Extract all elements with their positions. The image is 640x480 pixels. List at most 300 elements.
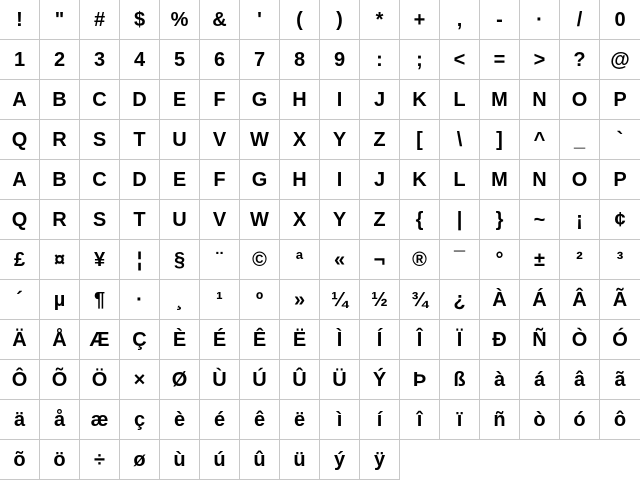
glyph-cell[interactable] — [160, 40, 200, 80]
glyph-cell[interactable] — [200, 280, 240, 320]
glyph-cell[interactable] — [480, 240, 520, 280]
glyph-cell[interactable] — [480, 120, 520, 160]
glyph-cell[interactable] — [200, 0, 240, 40]
glyph-cell[interactable] — [0, 240, 40, 280]
glyph-cell[interactable] — [0, 200, 40, 240]
glyph-cell[interactable] — [360, 0, 400, 40]
glyph-cell[interactable] — [120, 120, 160, 160]
glyph-cell[interactable] — [320, 440, 360, 480]
glyph-cell[interactable] — [240, 280, 280, 320]
glyph-cell[interactable] — [480, 320, 520, 360]
glyph-character: 8 — [293, 48, 306, 71]
glyph-cell[interactable] — [40, 400, 80, 440]
glyph-character: 1 — [13, 48, 26, 71]
glyph-cell[interactable] — [120, 40, 160, 80]
glyph-cell[interactable] — [600, 160, 640, 200]
glyph-character: Ä — [12, 328, 27, 351]
glyph-cell[interactable] — [160, 240, 200, 280]
glyph-cell[interactable] — [560, 160, 600, 200]
glyph-cell[interactable] — [40, 120, 80, 160]
glyph-character: Ó — [612, 328, 628, 351]
glyph-cell[interactable] — [120, 360, 160, 400]
glyph-cell[interactable] — [280, 200, 320, 240]
glyph-cell[interactable] — [520, 400, 560, 440]
glyph-cell[interactable] — [0, 80, 40, 120]
glyph-cell[interactable] — [240, 320, 280, 360]
glyph-character: O — [571, 88, 588, 111]
glyph-cell[interactable] — [480, 200, 520, 240]
glyph-character: Z — [373, 128, 386, 151]
glyph-character: ³ — [616, 248, 624, 271]
glyph-character: U — [172, 128, 187, 151]
glyph-cell[interactable] — [560, 0, 600, 40]
glyph-cell[interactable] — [520, 320, 560, 360]
glyph-character: ´ — [16, 288, 23, 311]
glyph-cell[interactable] — [320, 120, 360, 160]
glyph-character: º — [255, 288, 264, 311]
glyph-character: ' — [257, 8, 262, 31]
glyph-character: Ö — [91, 368, 108, 391]
glyph-cell[interactable] — [440, 0, 480, 40]
glyph-cell[interactable] — [360, 320, 400, 360]
glyph-character: § — [173, 248, 186, 271]
glyph-character: I — [336, 168, 343, 191]
glyph-cell[interactable] — [480, 360, 520, 400]
glyph-cell[interactable] — [360, 360, 400, 400]
glyph-cell[interactable] — [600, 360, 640, 400]
glyph-character: D — [132, 168, 147, 191]
glyph-cell[interactable] — [600, 320, 640, 360]
glyph-cell[interactable] — [320, 360, 360, 400]
glyph-cell[interactable] — [560, 360, 600, 400]
glyph-cell[interactable] — [40, 280, 80, 320]
glyph-cell[interactable] — [120, 240, 160, 280]
glyph-cell[interactable] — [360, 440, 400, 480]
glyph-cell[interactable] — [120, 80, 160, 120]
glyph-cell[interactable] — [40, 160, 80, 200]
glyph-character: [ — [416, 128, 423, 151]
glyph-cell[interactable] — [320, 240, 360, 280]
glyph-cell[interactable] — [520, 80, 560, 120]
glyph-cell[interactable] — [240, 440, 280, 480]
glyph-cell[interactable] — [480, 0, 520, 40]
glyph-character: Î — [416, 328, 423, 351]
glyph-cell[interactable] — [400, 320, 440, 360]
glyph-cell[interactable] — [240, 360, 280, 400]
glyph-character: Ï — [456, 328, 463, 351]
glyph-cell[interactable] — [600, 200, 640, 240]
glyph-cell[interactable] — [280, 40, 320, 80]
glyph-cell[interactable] — [320, 280, 360, 320]
glyph-cell[interactable] — [360, 160, 400, 200]
glyph-character: ¤ — [53, 248, 66, 271]
glyph-cell[interactable] — [560, 120, 600, 160]
glyph-cell[interactable] — [80, 120, 120, 160]
glyph-cell[interactable] — [0, 160, 40, 200]
glyph-cell[interactable] — [80, 320, 120, 360]
glyph-cell[interactable] — [480, 400, 520, 440]
glyph-cell[interactable] — [400, 120, 440, 160]
glyph-character: ¾ — [411, 288, 428, 311]
glyph-cell[interactable] — [320, 160, 360, 200]
glyph-cell[interactable] — [240, 240, 280, 280]
glyph-character: Ø — [171, 368, 188, 391]
glyph-cell[interactable] — [80, 160, 120, 200]
glyph-character: ~ — [533, 208, 546, 231]
glyph-character: · — [536, 8, 543, 31]
glyph-cell[interactable] — [560, 320, 600, 360]
glyph-cell[interactable] — [320, 80, 360, 120]
glyph-cell[interactable] — [400, 240, 440, 280]
glyph-character: _ — [573, 128, 586, 151]
glyph-cell[interactable] — [200, 360, 240, 400]
glyph-character: ; — [416, 48, 423, 71]
glyph-cell[interactable] — [600, 240, 640, 280]
glyph-cell[interactable] — [600, 280, 640, 320]
glyph-cell[interactable] — [200, 200, 240, 240]
glyph-character: O — [571, 168, 588, 191]
glyph-character: ï — [456, 408, 463, 431]
glyph-character: * — [375, 8, 384, 31]
glyph-character: B — [52, 88, 67, 111]
glyph-character: Ë — [292, 328, 307, 351]
glyph-cell[interactable] — [160, 120, 200, 160]
glyph-character: Í — [376, 328, 383, 351]
glyph-cell[interactable] — [360, 280, 400, 320]
glyph-character: å — [53, 408, 66, 431]
glyph-cell[interactable] — [600, 0, 640, 40]
glyph-character: Y — [332, 208, 347, 231]
glyph-cell[interactable] — [240, 80, 280, 120]
glyph-cell[interactable] — [320, 0, 360, 40]
glyph-character: ¥ — [93, 248, 106, 271]
glyph-cell[interactable] — [360, 400, 400, 440]
glyph-cell[interactable] — [200, 120, 240, 160]
glyph-cell[interactable] — [440, 200, 480, 240]
glyph-cell[interactable] — [200, 80, 240, 120]
glyph-cell[interactable] — [440, 40, 480, 80]
glyph-character: > — [533, 48, 546, 71]
glyph-cell[interactable] — [280, 280, 320, 320]
glyph-character: N — [532, 168, 547, 191]
glyph-cell[interactable] — [80, 360, 120, 400]
glyph-character: L — [453, 88, 466, 111]
glyph-cell[interactable] — [0, 320, 40, 360]
glyph-cell[interactable] — [280, 440, 320, 480]
glyph-cell[interactable] — [400, 280, 440, 320]
glyph-character: = — [493, 48, 506, 71]
glyph-character: î — [416, 408, 423, 431]
glyph-cell[interactable] — [520, 240, 560, 280]
glyph-cell[interactable] — [280, 360, 320, 400]
glyph-character: N — [532, 88, 547, 111]
glyph-cell[interactable] — [400, 160, 440, 200]
glyph-character: E — [172, 168, 187, 191]
glyph-cell[interactable] — [40, 200, 80, 240]
glyph-character: ½ — [371, 288, 388, 311]
glyph-cell[interactable] — [240, 120, 280, 160]
glyph-cell[interactable] — [400, 0, 440, 40]
glyph-cell[interactable] — [440, 400, 480, 440]
glyph-character: Þ — [412, 368, 427, 391]
glyph-character: £ — [13, 248, 26, 271]
glyph-cell[interactable] — [0, 360, 40, 400]
glyph-cell[interactable] — [560, 280, 600, 320]
glyph-cell[interactable] — [600, 40, 640, 80]
glyph-cell[interactable] — [440, 280, 480, 320]
glyph-cell[interactable] — [160, 320, 200, 360]
glyph-cell[interactable] — [120, 440, 160, 480]
glyph-cell-empty — [600, 440, 640, 480]
glyph-cell[interactable] — [120, 0, 160, 40]
glyph-character: < — [453, 48, 466, 71]
glyph-cell[interactable] — [80, 280, 120, 320]
glyph-cell[interactable] — [440, 160, 480, 200]
glyph-cell[interactable] — [40, 440, 80, 480]
glyph-character: L — [453, 168, 466, 191]
glyph-character: á — [533, 368, 546, 391]
glyph-character: ì — [336, 408, 343, 431]
glyph-character: ( — [296, 8, 303, 31]
glyph-character: ° — [495, 248, 504, 271]
glyph-character: í — [376, 408, 383, 431]
glyph-cell[interactable] — [440, 80, 480, 120]
glyph-cell[interactable] — [280, 120, 320, 160]
glyph-character: Ò — [571, 328, 588, 351]
glyph-cell[interactable] — [200, 160, 240, 200]
glyph-cell[interactable] — [120, 320, 160, 360]
glyph-character: ò — [533, 408, 546, 431]
glyph-cell[interactable] — [400, 40, 440, 80]
glyph-character: é — [213, 408, 226, 431]
glyph-cell[interactable] — [80, 0, 120, 40]
glyph-character: T — [133, 208, 146, 231]
glyph-character: ¡ — [576, 208, 583, 231]
glyph-cell[interactable] — [40, 40, 80, 80]
glyph-cell[interactable] — [80, 240, 120, 280]
glyph-character: ñ — [493, 408, 506, 431]
glyph-cell[interactable] — [360, 40, 400, 80]
glyph-cell[interactable] — [520, 360, 560, 400]
glyph-character: Ç — [132, 328, 147, 351]
glyph-cell[interactable] — [480, 280, 520, 320]
glyph-cell-empty — [480, 440, 520, 480]
glyph-cell[interactable] — [320, 400, 360, 440]
glyph-character: : — [376, 48, 383, 71]
glyph-cell[interactable] — [240, 160, 280, 200]
glyph-character: Ý — [372, 368, 387, 391]
glyph-cell[interactable] — [320, 320, 360, 360]
glyph-cell[interactable] — [240, 0, 280, 40]
glyph-character: ÷ — [94, 448, 105, 471]
glyph-cell[interactable] — [400, 360, 440, 400]
glyph-character: À — [492, 288, 507, 311]
glyph-character: C — [92, 168, 107, 191]
glyph-cell[interactable] — [40, 240, 80, 280]
glyph-cell[interactable] — [160, 360, 200, 400]
glyph-cell[interactable] — [160, 400, 200, 440]
glyph-cell[interactable] — [360, 120, 400, 160]
glyph-cell[interactable] — [200, 440, 240, 480]
glyph-cell[interactable] — [80, 400, 120, 440]
glyph-cell[interactable] — [160, 280, 200, 320]
glyph-cell[interactable] — [560, 200, 600, 240]
glyph-cell[interactable] — [520, 280, 560, 320]
glyph-cell[interactable] — [480, 160, 520, 200]
glyph-cell[interactable] — [160, 80, 200, 120]
glyph-cell[interactable] — [240, 40, 280, 80]
glyph-cell[interactable] — [120, 160, 160, 200]
glyph-cell[interactable] — [0, 400, 40, 440]
glyph-cell[interactable] — [280, 240, 320, 280]
glyph-character: ± — [534, 248, 545, 271]
glyph-character: C — [92, 88, 107, 111]
glyph-cell[interactable] — [120, 200, 160, 240]
glyph-character: » — [293, 288, 306, 311]
glyph-character: Ì — [336, 328, 343, 351]
glyph-cell[interactable] — [400, 200, 440, 240]
glyph-cell[interactable] — [40, 360, 80, 400]
glyph-cell[interactable] — [160, 160, 200, 200]
glyph-cell-empty — [520, 440, 560, 480]
glyph-cell[interactable] — [200, 320, 240, 360]
glyph-cell[interactable] — [440, 120, 480, 160]
glyph-cell[interactable] — [600, 400, 640, 440]
glyph-cell[interactable] — [160, 200, 200, 240]
glyph-cell[interactable] — [400, 400, 440, 440]
glyph-character: Z — [373, 208, 386, 231]
glyph-character: Q — [11, 208, 28, 231]
glyph-character: { — [415, 208, 424, 231]
glyph-cell[interactable] — [440, 320, 480, 360]
glyph-cell[interactable] — [480, 40, 520, 80]
glyph-cell[interactable] — [40, 80, 80, 120]
glyph-cell[interactable] — [440, 360, 480, 400]
glyph-cell[interactable] — [0, 40, 40, 80]
glyph-cell[interactable] — [320, 40, 360, 80]
glyph-character: Ã — [612, 288, 628, 311]
glyph-cell[interactable] — [280, 80, 320, 120]
glyph-character: P — [613, 88, 627, 111]
glyph-cell[interactable] — [520, 200, 560, 240]
glyph-cell[interactable] — [520, 0, 560, 40]
glyph-cell[interactable] — [400, 80, 440, 120]
glyph-character: Ê — [252, 328, 267, 351]
glyph-cell[interactable] — [280, 400, 320, 440]
glyph-character: # — [93, 8, 106, 31]
glyph-character: © — [252, 248, 267, 271]
glyph-cell[interactable] — [200, 400, 240, 440]
glyph-character: â — [573, 368, 586, 391]
glyph-character: H — [292, 168, 307, 191]
glyph-character: , — [456, 8, 463, 31]
glyph-cell[interactable] — [200, 240, 240, 280]
glyph-cell[interactable] — [120, 280, 160, 320]
glyph-character: 3 — [93, 48, 106, 71]
glyph-cell[interactable] — [40, 0, 80, 40]
glyph-cell[interactable] — [320, 200, 360, 240]
glyph-character: ß — [453, 368, 466, 391]
glyph-cell[interactable] — [440, 240, 480, 280]
glyph-cell[interactable] — [600, 120, 640, 160]
glyph-character: È — [172, 328, 187, 351]
glyph-character: D — [132, 88, 147, 111]
glyph-character: W — [250, 208, 269, 231]
glyph-character: · — [136, 288, 143, 311]
glyph-character: M — [491, 88, 508, 111]
glyph-cell[interactable] — [280, 160, 320, 200]
glyph-cell[interactable] — [520, 40, 560, 80]
glyph-cell[interactable] — [0, 0, 40, 40]
glyph-cell[interactable] — [0, 120, 40, 160]
glyph-character: B — [52, 168, 67, 191]
glyph-cell[interactable] — [160, 440, 200, 480]
glyph-character: } — [495, 208, 504, 231]
glyph-character: Ô — [11, 368, 28, 391]
glyph-cell[interactable] — [240, 200, 280, 240]
glyph-character: G — [251, 168, 268, 191]
glyph-cell[interactable] — [560, 240, 600, 280]
glyph-cell[interactable] — [80, 440, 120, 480]
glyph-cell[interactable] — [160, 0, 200, 40]
glyph-cell[interactable] — [360, 240, 400, 280]
glyph-character: Å — [52, 328, 67, 351]
glyph-character: ú — [213, 448, 226, 471]
glyph-character: ? — [573, 48, 586, 71]
glyph-cell[interactable] — [0, 280, 40, 320]
glyph-character: Á — [532, 288, 547, 311]
glyph-character: A — [12, 168, 27, 191]
glyph-cell[interactable] — [600, 80, 640, 120]
glyph-character: ø — [133, 448, 146, 471]
glyph-character: F — [213, 168, 226, 191]
glyph-cell[interactable] — [80, 200, 120, 240]
glyph-character: V — [212, 208, 227, 231]
glyph-cell[interactable] — [280, 0, 320, 40]
glyph-cell[interactable] — [120, 400, 160, 440]
glyph-character: 0 — [614, 8, 626, 31]
glyph-character: ) — [336, 8, 343, 31]
glyph-cell[interactable] — [360, 200, 400, 240]
glyph-cell[interactable] — [520, 160, 560, 200]
glyph-cell[interactable] — [360, 80, 400, 120]
glyph-cell[interactable] — [200, 40, 240, 80]
glyph-character: ¶ — [93, 288, 106, 311]
glyph-character: A — [12, 88, 27, 111]
glyph-character: ¯ — [453, 248, 466, 271]
glyph-cell[interactable] — [0, 440, 40, 480]
glyph-cell[interactable] — [560, 80, 600, 120]
glyph-character: W — [250, 128, 269, 151]
glyph-character: ã — [614, 368, 626, 391]
glyph-cell[interactable] — [560, 400, 600, 440]
glyph-character: ¼ — [331, 288, 348, 311]
glyph-character: ü — [293, 448, 306, 471]
glyph-cell[interactable] — [40, 320, 80, 360]
glyph-cell[interactable] — [80, 80, 120, 120]
glyph-cell[interactable] — [520, 120, 560, 160]
glyph-cell[interactable] — [480, 80, 520, 120]
glyph-character: 4 — [133, 48, 146, 71]
glyph-character: - — [496, 8, 503, 31]
glyph-cell[interactable] — [80, 40, 120, 80]
glyph-character: ! — [16, 8, 23, 31]
glyph-cell[interactable] — [280, 320, 320, 360]
glyph-character: X — [292, 128, 307, 151]
glyph-cell[interactable] — [240, 400, 280, 440]
glyph-character: V — [212, 128, 227, 151]
glyph-cell[interactable] — [560, 40, 600, 80]
